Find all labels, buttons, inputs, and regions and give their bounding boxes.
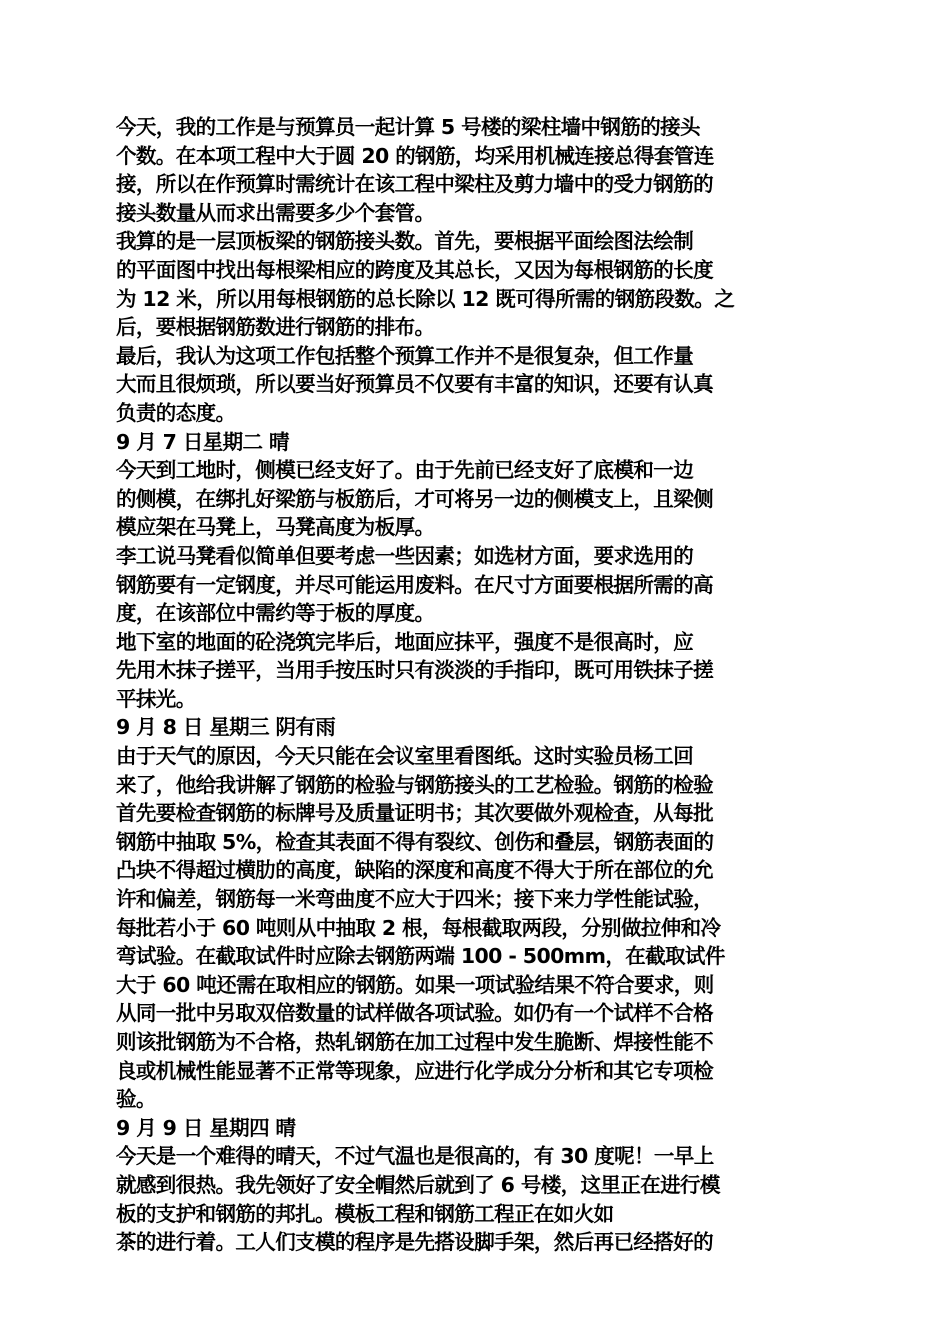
text-line: 负责的态度。 [116,400,236,425]
text-line: 接头数量从而求出需要多少个套管。 [116,200,435,225]
text-line: 平抹光。 [116,686,196,711]
text-line: 大于 60 吨还需在取相应的钢筋。如果一项试验结果不符合要求，则 [116,972,714,997]
text-line: 就感到很热。我先领好了安全帽然后就到了 6 号楼，这里正在进行模 [116,1172,720,1197]
text-line: 每批若小于 60 吨则从中抽取 2 根，每根截取两段，分别做拉伸和冷 [116,915,721,940]
text-line: 的平面图中找出每根梁相应的跨度及其总长，又因为每根钢筋的长度 [116,257,713,282]
text-line: 接，所以在作预算时需统计在该工程中梁柱及剪力墙中的受力钢筋的 [116,172,713,197]
text-line: 后，要根据钢筋数进行钢筋的排布。 [116,315,435,340]
text-line: 9 月 8 日 星期三 阴有雨 [116,715,336,740]
text-line: 从同一批中另取双倍数量的试样做各项试验。如仍有一个试样不合格 [116,1001,713,1026]
text-line: 茶的进行着。工人们支模的程序是先搭设脚手架，然后再已经搭好的 [116,1230,713,1255]
text-line: 大而且很烦琐，所以要当好预算员不仅要有丰富的知识，还要有认真 [116,372,713,397]
text-line: 验。 [116,1087,156,1112]
text-line: 9 月 9 日 星期四 晴 [116,1115,296,1140]
text-line: 今天是一个难得的晴天，不过气温也是很高的，有 30 度呢！一早上 [116,1144,714,1169]
text-line: 度，在该部位中需约等于板的厚度。 [116,601,435,626]
document-body [116,113,838,1257]
text-line: 钢筋中抽取 5%，检查其表面不得有裂纹、创伤和叠层，钢筋表面的 [116,829,714,854]
text-line: 地下室的地面的砼浇筑完毕后，地面应抹平，强度不是很高时，应 [116,629,694,654]
text-line: 由于天气的原因，今天只能在会议室里看图纸。这时实验员杨工回 [116,744,694,769]
text-line: 板的支护和钢筋的邦扎。模板工程和钢筋工程正在如火如 [116,1201,614,1226]
text-line: 今天，我的工作是与预算员一起计算 5 号楼的梁柱墙中钢筋的接头 [116,115,700,139]
text-line: 个数。在本项工程中大于圆 20 的钢筋，均采用机械连接总得套管连 [116,143,714,168]
text-line: 良或机械性能显著不正常等现象，应进行化学成分分析和其它专项检 [116,1058,713,1083]
text-line: 先用木抹子搓平，当用手按压时只有淡淡的手指印，既可用铁抹子搓 [116,658,713,683]
text-line: 9 月 7 日星期二 晴 [116,429,289,454]
text-line: 则该批钢筋为不合格，热轧钢筋在加工过程中发生脆断、焊接性能不 [116,1030,713,1054]
text-line: 凸块不得超过横肋的高度，缺陷的深度和高度不得大于所在部位的允 [116,858,713,883]
text-line: 的侧模，在绑扎好梁筋与板筋后，才可将另一边的侧模支上，且梁侧 [116,486,713,511]
text-line: 首先要检查钢筋的标牌号及质量证明书；其次要做外观检查，从每批 [116,801,713,826]
text-line: 李工说马凳看似简单但要考虑一些因素；如选材方面，要求选用的 [116,543,694,568]
text-line: 最后，我认为这项工作包括整个预算工作并不是很复杂，但工作量 [116,343,694,368]
text-line: 为 12 米，所以用每根钢筋的总长除以 12 既可得所需的钢筋段数。之 [116,286,735,311]
text-line: 弯试验。在截取试件时应除去钢筋两端 100 - 500mm，在截取试件 [116,944,725,969]
text-line: 模应架在马凳上，马凳高度为板厚。 [116,515,435,540]
text-line: 我算的是一层顶板梁的钢筋接头数。首先，要根据平面绘图法绘制 [116,229,694,254]
text-line: 来了，他给我讲解了钢筋的检验与钢筋接头的工艺检验。钢筋的检验 [116,772,713,797]
text-line: 许和偏差，钢筋每一米弯曲度不应大于四米；接下来力学性能试验， [116,887,713,912]
text-line: 今天到工地时，侧模已经支好了。由于先前已经支好了底模和一边 [116,458,694,483]
text-line: 钢筋要有一定钢度，并尽可能运用废料。在尺寸方面要根据所需的高 [116,572,713,597]
